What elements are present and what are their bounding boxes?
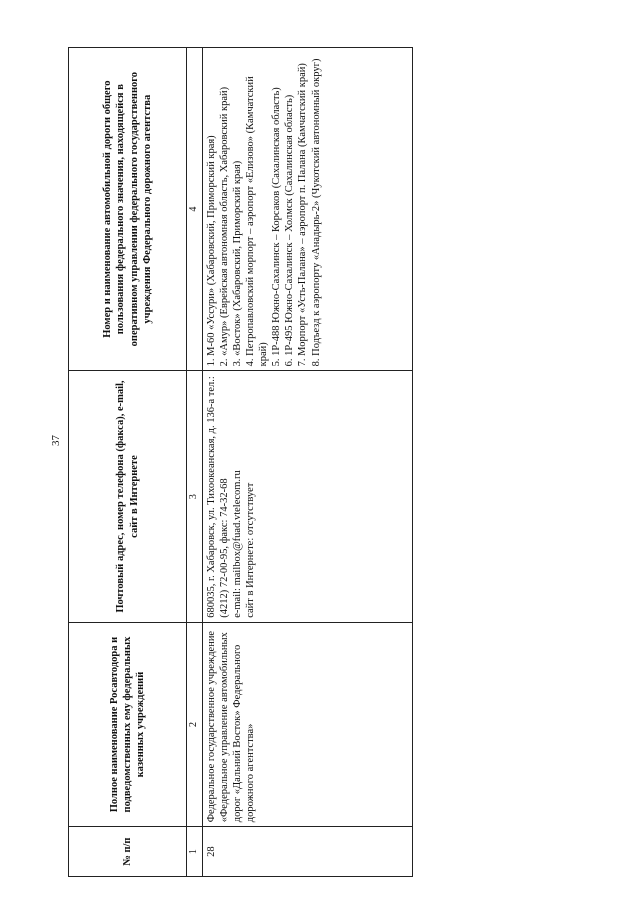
road-item: 5. 1Р-488 Южно-Сахалинск – Корсаков (Сахалинская область) xyxy=(271,87,283,367)
website-text: сайт в Интернете: отсутствует xyxy=(244,482,256,618)
column-number-4: 4 xyxy=(187,48,203,371)
road-item: 3. «Восток» (Хабаровский, Приморский края) xyxy=(231,160,243,367)
header-col-roads: Номер и наименование автомобильной дороги общего пользования федерального значения, находящейся в оперативном управлении федерального государственного учреждения Федерального дорожного агентства xyxy=(69,48,187,371)
organization-name: Федеральное государственное учреждение «Федеральное управление автомобильных дорог «Дальний Восток» Федерального дорожного агентства» xyxy=(202,622,413,826)
header-row xyxy=(69,48,187,877)
road-item: 8. Подъезд к аэропорту «Анадырь-2» (Чукотский автономный округ) xyxy=(310,58,322,367)
header-col-number: № п/п xyxy=(69,827,187,877)
email-text: e-mail: mailbox@fuad.vtelecom.ru xyxy=(231,470,243,618)
contact-info xyxy=(202,371,413,622)
row-number: 28 xyxy=(202,827,413,877)
organizations-table xyxy=(68,47,413,877)
rotated-table-container xyxy=(68,47,413,877)
road-item: 6. 1Р-495 Южно-Сахалинск – Холмск (Сахалинская область) xyxy=(284,94,296,367)
road-item: 2. «Амур» (Еврейская автономная область, Хабаровский край) xyxy=(218,86,230,367)
column-number-2: 2 xyxy=(187,622,203,826)
column-number-1: 1 xyxy=(187,827,203,877)
header-col-name: Полное наименование Росавтодора и подведомственных ему федеральных казенных учреждений xyxy=(69,622,187,826)
road-item: 7. Морпорт «Усть-Палана» – аэропорт п. Палана (Камчатский край) xyxy=(297,63,309,367)
road-item: 1. М-60 «Уссури» (Хабаровский, Приморский края) xyxy=(205,135,217,367)
page-number: 37 xyxy=(50,435,62,446)
roads-list xyxy=(202,48,413,371)
table-row xyxy=(202,48,413,877)
column-number-3: 3 xyxy=(187,371,203,622)
postal-address: 680035, г. Хабаровск, ул. Тихоокеанская, д. 136-а тел.: (4212) 72-00-95, факс: 74-32-68 xyxy=(205,376,230,618)
road-item: 4. Петропавловский морпорт – аэропорт «Елизово» (Камчатский край) xyxy=(244,76,269,367)
header-col-address: Почтовый адрес, номер телефона (факса), e-mail, сайт в Интернете xyxy=(69,371,187,622)
column-number-row xyxy=(187,48,203,877)
